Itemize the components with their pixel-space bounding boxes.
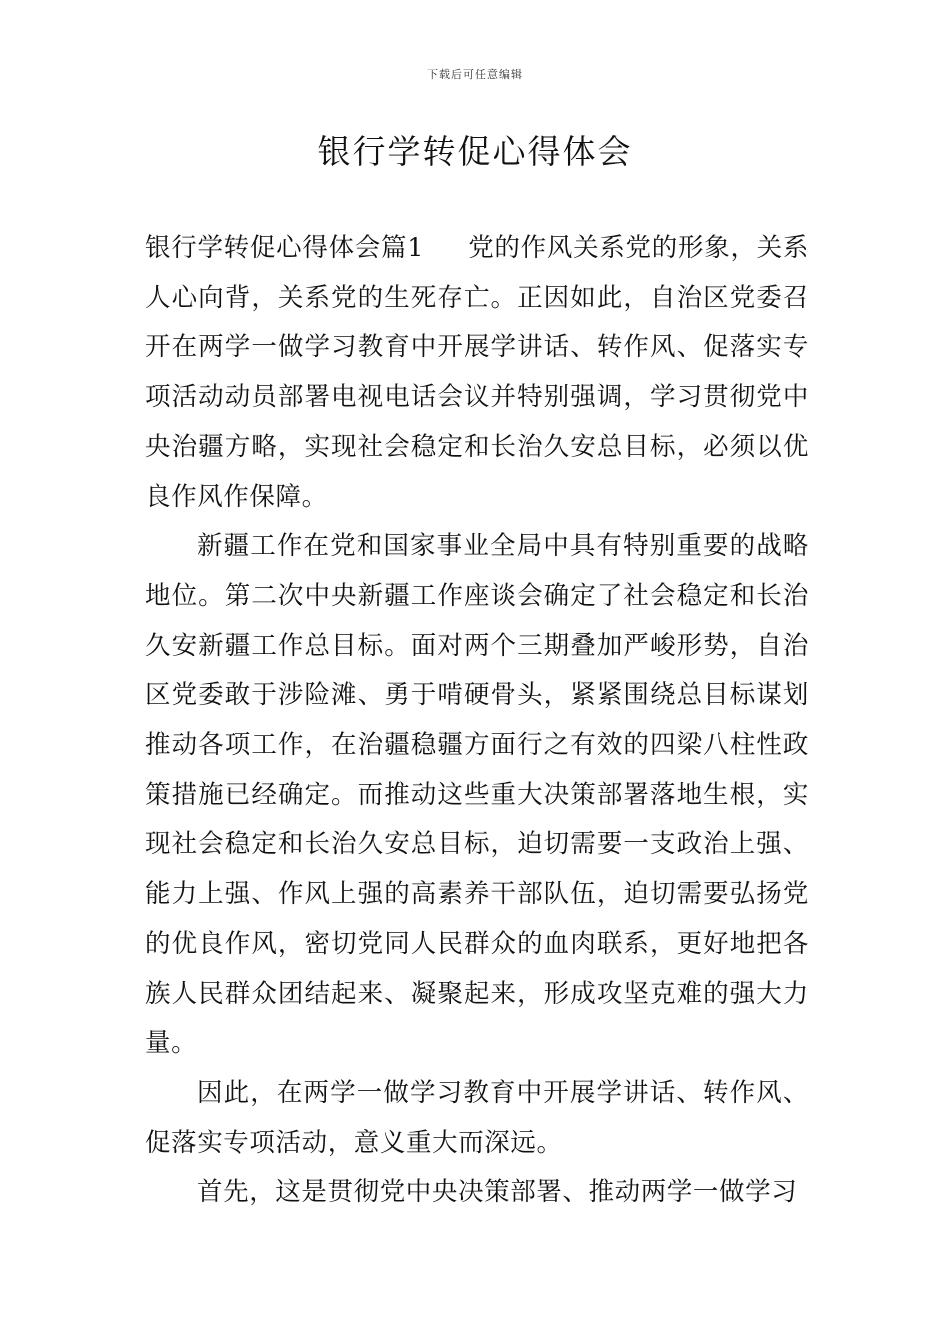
document-title: 银行学转促心得体会	[317, 132, 633, 171]
paragraph-2: 新疆工作在党和国家事业全局中具有特别重要的战略地位。第二次中央新疆工作座谈会确定了社会稳定和长治久安新疆工作总目标。面对两个三期叠加严峻形势，自治区党委敢于涉险滩、勇于啃硬骨头，紧紧围绕总目标谋划推动各项工作，在治疆稳疆方面行之有效的四梁八柱性政策措施已经确定。而推动这些重大决策部署落地生根，实现社会稳定和长治久安总目标，迫切需要一支政治上强、能力上强、作风上强的高素养干部队伍，迫切需要弘扬党的优良作风，密切党同人民群众的血肉联系，更好地把各族人民群众团结起来、凝聚起来，形成攻坚克难的强大力量。	[145, 531, 809, 1059]
document-body	[145, 224, 809, 1218]
paragraph-4: 首先，这是贯彻党中央决策部署、推动两学一做学习	[197, 1177, 798, 1208]
paragraph-1	[145, 224, 809, 522]
paragraph-3: 因此，在两学一做学习教育中开展学讲话、转作风、促落实专项活动，意义重大而深远。	[145, 1077, 809, 1158]
header-note: 下载后可任意编辑	[427, 68, 523, 81]
paragraph-lead: 银行学转促心得体会篇1	[145, 233, 425, 263]
paragraph-1-text: 党的作风关系党的形象，关系人心向背，关系党的生死存亡。正因如此，自治区党委召开在两学一做学习教育中开展学讲话、转作风、促落实专项活动动员部署电视电话会议并特别强调，学习贯彻党中央治疆方略，实现社会稳定和长治久安总目标，必须以优良作风作保障。	[145, 233, 809, 512]
